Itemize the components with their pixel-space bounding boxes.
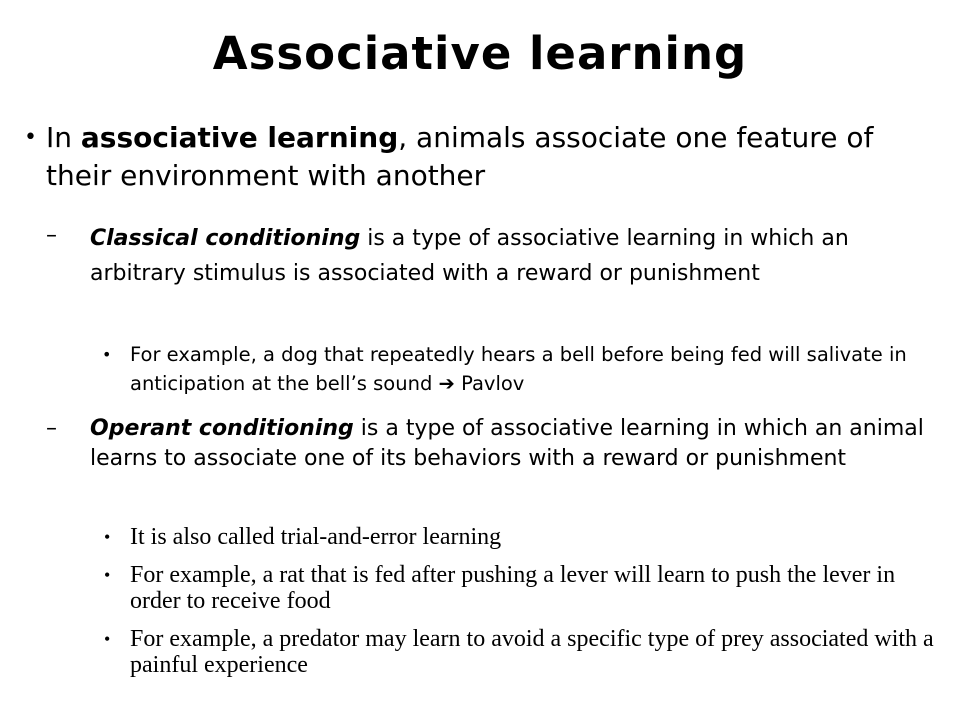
example-pavlov-sentence: For example, a dog that repeatedly hears a bell before being fed will salivate in anticipation at the bell’s sound — [130, 343, 907, 395]
slide-title: Associative learning — [212, 27, 748, 80]
bullet-marker: • — [104, 629, 111, 649]
operant-rest: is a type of associative learning in which an animal learns to associate one of its behaviors with a reward or punishment — [90, 416, 924, 471]
operant-item-trial-and-error — [104, 524, 944, 550]
operant-item-predator-example — [104, 626, 944, 678]
operant-item-text: For example, a predator may learn to avoid a specific type of prey associated with a painful experience — [130, 626, 934, 678]
subbullet-operant-conditioning — [46, 414, 946, 474]
bullet-associative-learning — [24, 119, 936, 195]
subbullet-classical-conditioning — [46, 221, 926, 291]
bullet-marker: • — [24, 125, 37, 150]
classical-rest: is a type of associative learning in which an arbitrary stimulus is associated with a reward or punishment — [90, 226, 849, 286]
term-classical-conditioning: Classical conditioning — [90, 226, 361, 251]
bullet-marker: • — [104, 565, 111, 585]
classical-text — [90, 221, 926, 291]
arrow-icon: ➔ — [438, 372, 455, 395]
example-pavlov-text — [130, 340, 932, 398]
term-operant-conditioning: Operant conditioning — [90, 416, 354, 441]
operant-item-text: For example, a rat that is fed after pushing a lever will learn to push the lever in order to receive food — [130, 562, 896, 614]
operant-text — [90, 414, 946, 474]
example-pavlov-name: Pavlov — [454, 372, 525, 395]
bullet-lead: In — [46, 121, 81, 154]
term-associative-learning: associative learning — [80, 121, 399, 154]
bullet-marker: • — [102, 345, 112, 364]
operant-item-text: It is also called trial-and-error learning — [130, 524, 502, 550]
bullet-text — [46, 119, 936, 195]
dash-marker: – — [46, 223, 57, 248]
bullet-rest: , animals associate one feature of their environment with another — [46, 121, 874, 192]
operant-item-rat-example — [104, 562, 944, 614]
bullet-marker: • — [104, 527, 111, 547]
dash-marker: – — [46, 416, 57, 441]
example-pavlov — [102, 340, 932, 398]
